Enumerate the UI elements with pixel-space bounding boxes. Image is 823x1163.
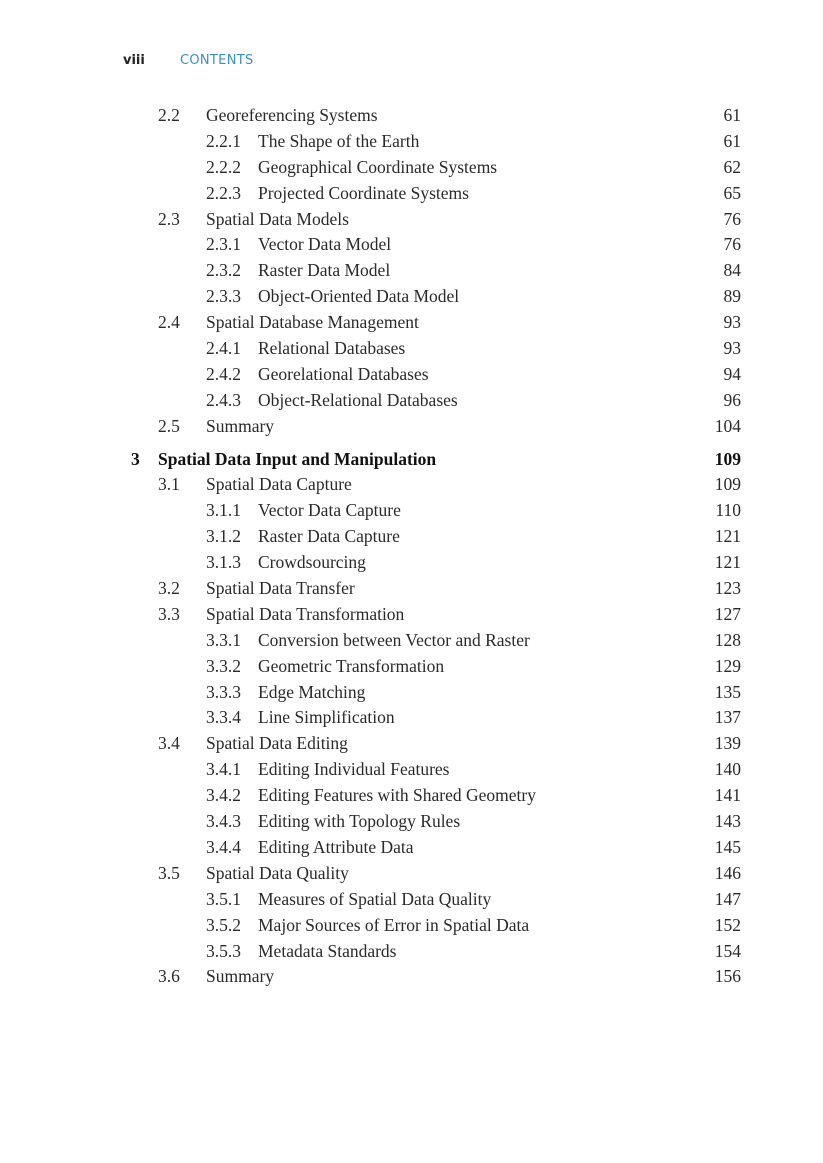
entry-title: Geometric Transformation (258, 655, 445, 676)
entry-page-number: 65 (723, 182, 741, 203)
entry-title: Editing Individual Features (258, 759, 450, 780)
entry-page-number: 129 (714, 655, 741, 676)
entry-title: Editing Attribute Data (258, 836, 414, 857)
entry-title: Metadata Standards (258, 940, 397, 961)
entry-number: 3.5.2 (206, 914, 241, 935)
entry-title: Line Simplification (258, 707, 395, 728)
entry-number: 2.4.1 (206, 338, 241, 359)
toc-entry-subsection (0, 628, 823, 654)
toc-entry-subsection (0, 258, 823, 284)
entry-title: Editing with Topology Rules (258, 811, 461, 832)
toc-entry-section (0, 414, 823, 440)
entry-number: 2.4.2 (206, 363, 241, 384)
entry-title: Object-Relational Databases (258, 389, 458, 410)
entry-page-number: 61 (723, 130, 741, 151)
entry-page-number: 145 (714, 836, 741, 857)
entry-number: 3.3.3 (206, 681, 241, 702)
entry-page-number: 76 (723, 208, 741, 229)
entry-title: Spatial Database Management (206, 312, 419, 333)
entry-number: 2.3.1 (206, 234, 241, 255)
toc-entry-section (0, 472, 823, 498)
entry-title: Editing Features with Shared Geometry (258, 785, 536, 806)
entry-page-number: 109 (714, 474, 741, 495)
entry-number: 3.1.3 (206, 552, 241, 573)
entry-page-number: 121 (714, 552, 741, 573)
entry-page-number: 94 (723, 363, 741, 384)
toc-entry-subsection (0, 913, 823, 939)
entry-number: 3.6 (158, 966, 180, 987)
entry-page-number: 109 (714, 448, 741, 469)
entry-title: Spatial Data Transformation (206, 603, 405, 624)
entry-page-number: 121 (714, 526, 741, 547)
toc-entry-section (0, 576, 823, 602)
entry-number: 2.2.3 (206, 182, 241, 203)
running-title: CONTENTS (180, 53, 254, 68)
entry-title: Measures of Spatial Data Quality (258, 888, 492, 909)
entry-number: 2.2.1 (206, 130, 241, 151)
entry-page-number: 104 (714, 415, 741, 436)
entry-number: 3.4.3 (206, 811, 241, 832)
entry-title: Georeferencing Systems (206, 105, 378, 125)
entry-title: Edge Matching (258, 681, 366, 702)
entry-page-number: 143 (714, 811, 741, 832)
entry-number: 2.5 (158, 415, 180, 436)
toc-entry-section (0, 731, 823, 757)
entry-title: Raster Data Model (258, 260, 391, 281)
toc-entry-subsection (0, 362, 823, 388)
toc-entry-section (0, 964, 823, 990)
toc-entry-subsection (0, 939, 823, 965)
toc-entry-subsection (0, 129, 823, 155)
entry-number: 2.3 (158, 208, 180, 229)
table-of-contents (0, 103, 823, 990)
entry-page-number: 89 (723, 286, 741, 307)
entry-number: 3.3.1 (206, 629, 241, 650)
toc-entry-subsection (0, 524, 823, 550)
entry-page-number: 154 (714, 940, 741, 961)
entry-page-number: 141 (714, 785, 741, 806)
toc-entry-subsection (0, 550, 823, 576)
page-header (123, 53, 254, 68)
entry-title: Spatial Data Capture (206, 474, 352, 495)
entry-page-number: 110 (715, 500, 741, 521)
toc-entry-subsection (0, 284, 823, 310)
entry-number: 2.3.3 (206, 286, 241, 307)
entry-title: The Shape of the Earth (258, 130, 420, 151)
entry-number: 3 (131, 448, 140, 469)
entry-page-number: 62 (723, 156, 741, 177)
entry-title: Summary (206, 966, 275, 987)
entry-page-number: 61 (723, 105, 741, 125)
toc-entry-section (0, 861, 823, 887)
entry-number: 3.4.4 (206, 836, 241, 857)
entry-number: 3.5.3 (206, 940, 241, 961)
entry-title: Vector Data Model (258, 234, 392, 255)
entry-page-number: 152 (714, 914, 741, 935)
entry-number: 3.1.1 (206, 500, 241, 521)
entry-page-number: 123 (714, 578, 741, 599)
entry-title: Conversion between Vector and Raster (258, 629, 530, 650)
toc-entry-chapter (0, 447, 823, 473)
entry-number: 3.3 (158, 603, 180, 624)
entry-title: Vector Data Capture (258, 500, 401, 521)
entry-title: Spatial Data Transfer (206, 578, 355, 599)
entry-page-number: 137 (714, 707, 741, 728)
toc-entry-subsection (0, 498, 823, 524)
toc-entry-subsection (0, 155, 823, 181)
entry-title: Spatial Data Editing (206, 733, 348, 754)
toc-entry-subsection (0, 835, 823, 861)
toc-entry-section (0, 207, 823, 233)
entry-number: 2.4.3 (206, 389, 241, 410)
entry-page-number: 127 (714, 603, 741, 624)
entry-number: 2.3.2 (206, 260, 241, 281)
entry-page-number: 128 (714, 629, 741, 650)
entry-title: Geographical Coordinate Systems (258, 156, 498, 177)
entry-number: 3.4.1 (206, 759, 241, 780)
entry-page-number: 93 (723, 338, 741, 359)
entry-title: Major Sources of Error in Spatial Data (258, 914, 530, 935)
entry-title: Projected Coordinate Systems (258, 182, 469, 203)
entry-number: 3.4 (158, 733, 180, 754)
entry-title: Relational Databases (258, 338, 406, 359)
toc-entry-section (0, 602, 823, 628)
entry-number: 2.2.2 (206, 156, 241, 177)
entry-number: 3.1.2 (206, 526, 241, 547)
entry-title: Georelational Databases (258, 363, 429, 384)
entry-page-number: 135 (714, 681, 741, 702)
toc-entry-subsection (0, 232, 823, 258)
entry-number: 3.4.2 (206, 785, 241, 806)
entry-title: Raster Data Capture (258, 526, 400, 547)
entry-page-number: 93 (723, 312, 741, 333)
entry-number: 2.4 (158, 312, 180, 333)
entry-number: 3.3.4 (206, 707, 241, 728)
toc-entry-subsection (0, 809, 823, 835)
entry-number: 3.5 (158, 862, 180, 883)
entry-title: Spatial Data Models (206, 208, 349, 229)
toc-entry-subsection (0, 887, 823, 913)
entry-page-number: 139 (714, 733, 741, 754)
entry-page-number: 146 (714, 862, 741, 883)
toc-entry-subsection (0, 783, 823, 809)
entry-title: Spatial Data Quality (206, 862, 349, 883)
entry-page-number: 76 (723, 234, 741, 255)
toc-entry-section (0, 310, 823, 336)
entry-number: 3.2 (158, 578, 180, 599)
entry-page-number: 140 (714, 759, 741, 780)
entry-number: 3.5.1 (206, 888, 241, 909)
toc-entry-subsection (0, 680, 823, 706)
entry-title: Object-Oriented Data Model (258, 286, 460, 307)
toc-entry-subsection (0, 757, 823, 783)
entry-page-number: 156 (714, 966, 741, 987)
entry-title: Summary (206, 415, 275, 436)
entry-page-number: 96 (723, 389, 741, 410)
entry-number: 2.2 (158, 105, 180, 125)
entry-number: 3.3.2 (206, 655, 241, 676)
toc-entry-subsection (0, 705, 823, 731)
toc-entry-section (0, 103, 823, 129)
page-folio: viii (123, 53, 145, 68)
entry-number: 3.1 (158, 474, 180, 495)
toc-entry-subsection (0, 336, 823, 362)
entry-title: Spatial Data Input and Manipulation (158, 448, 437, 469)
entry-title: Crowdsourcing (258, 552, 366, 573)
toc-entry-subsection (0, 654, 823, 680)
entry-page-number: 84 (723, 260, 741, 281)
toc-entry-subsection (0, 181, 823, 207)
entry-page-number: 147 (714, 888, 741, 909)
toc-entry-subsection (0, 388, 823, 414)
